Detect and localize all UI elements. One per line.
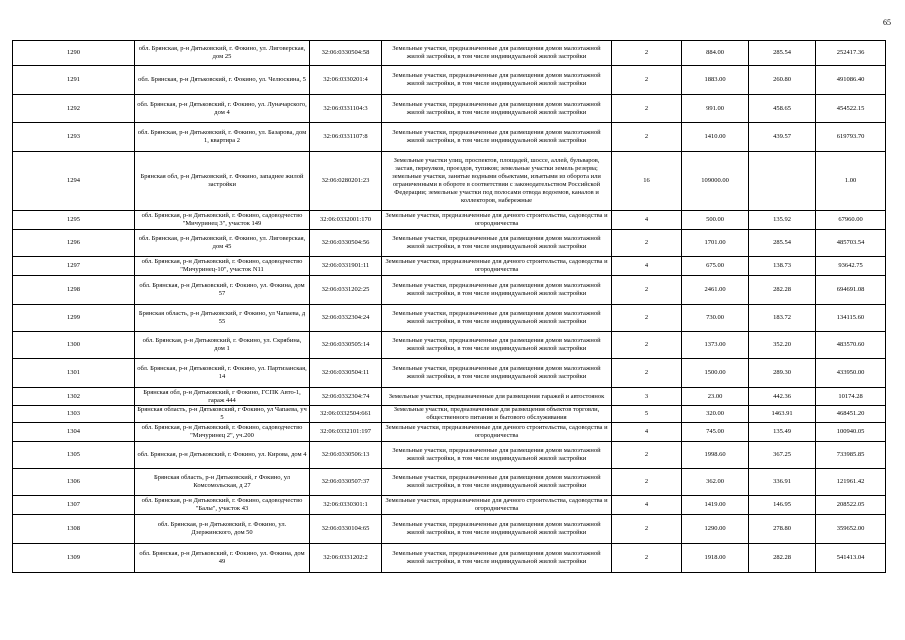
area-cell: 109000.00 xyxy=(682,152,749,211)
land-use-cell: Земельные участки, предназначенные для дачного строительства, садоводства и огородничества xyxy=(382,496,612,515)
cadastral-number-cell: 32:06:0331107:8 xyxy=(310,123,382,152)
row-number: 1294 xyxy=(13,152,135,211)
land-use-cell: Земельные участки, предназначенные для размещения домов малоэтажной жилой застройки, в том числе индивидуальной жилой застройки xyxy=(382,95,612,123)
rate-cell: 1463.91 xyxy=(749,406,816,423)
land-use-cell: Земельные участки, предназначенные для размещения домов малоэтажной жилой застройки, в том числе индивидуальной жилой застройки xyxy=(382,442,612,469)
address-cell: обл. Брянская, р-н Дятьковский, г. Фокино, садоводчество "Мичуринец 2", уч.200 xyxy=(135,423,310,442)
address-cell: обл. Брянская, р-н Дятьковский, г. Фокино, ул. Луначарского, дом 4 xyxy=(135,95,310,123)
row-number: 1309 xyxy=(13,544,135,573)
cadastral-number-cell: 32:06:0280201:23 xyxy=(310,152,382,211)
group-cell: 2 xyxy=(612,230,682,257)
cadastral-value-cell: 100940.05 xyxy=(816,423,886,442)
area-cell: 675.00 xyxy=(682,257,749,276)
land-use-cell: Земельные участки, предназначенные для размещения гаражей и автостоянок xyxy=(382,388,612,406)
cadastral-value-cell: 694691.08 xyxy=(816,276,886,305)
cadastral-number-cell: 32:06:0332001:170 xyxy=(310,211,382,230)
page-number: 65 xyxy=(883,18,891,27)
address-cell: Брянская область, р-н Дятьковский, г Фокино, ул Комсомольская, д 27 xyxy=(135,469,310,496)
land-use-cell: Земельные участки улиц, проспектов, площадей, шоссе, аллей, бульваров, застав, переулков, проездов, тупиков; земельные участки земель резерва; земельные участки, занятые водными объектами, изъятыми из оборота или ограниченными в обороте в соответствии с законодательством Российской Федерации; земельные участки под полосами отвода водоемов, каналов и коллекторов, набережные xyxy=(382,152,612,211)
address-cell: обл. Брянская, р-н Дятьковский, г. Фокино, ул. Скрябина, дом 1 xyxy=(135,332,310,359)
rate-cell: 183.72 xyxy=(749,305,816,332)
area-cell: 1701.00 xyxy=(682,230,749,257)
cadastral-value-cell: 208522.05 xyxy=(816,496,886,515)
table-row xyxy=(13,496,886,515)
land-use-cell: Земельные участки, предназначенные для размещения домов малоэтажной жилой застройки, в том числе индивидуальной жилой застройки xyxy=(382,469,612,496)
group-cell: 3 xyxy=(612,388,682,406)
cadastral-number-cell: 32:06:0331202:2 xyxy=(310,544,382,573)
row-number: 1301 xyxy=(13,359,135,388)
address-cell: обл. Брянская, р-н Дятьковский, г. Фокино, садоводчество "Мичуринец 3", участок 149 xyxy=(135,211,310,230)
rate-cell: 442.36 xyxy=(749,388,816,406)
cadastral-number-cell: 32:06:0332304:24 xyxy=(310,305,382,332)
table-row xyxy=(13,230,886,257)
row-number: 1291 xyxy=(13,66,135,95)
area-cell: 1410.00 xyxy=(682,123,749,152)
group-cell: 4 xyxy=(612,423,682,442)
cadastral-value-cell: 485703.54 xyxy=(816,230,886,257)
address-cell: обл. Брянская, р-н Дятьковский, г. Фокино, ул. Челюскина, 5 xyxy=(135,66,310,95)
group-cell: 5 xyxy=(612,406,682,423)
area-cell: 362.00 xyxy=(682,469,749,496)
table-row xyxy=(13,41,886,66)
area-cell: 500.00 xyxy=(682,211,749,230)
area-cell: 1918.00 xyxy=(682,544,749,573)
land-register-table xyxy=(12,40,886,573)
land-use-cell: Земельные участки, предназначенные для размещения домов малоэтажной жилой застройки, в том числе индивидуальной жилой застройки xyxy=(382,276,612,305)
table-row xyxy=(13,152,886,211)
area-cell: 2461.00 xyxy=(682,276,749,305)
rate-cell: 146.95 xyxy=(749,496,816,515)
cadastral-number-cell: 32:06:0330507:37 xyxy=(310,469,382,496)
group-cell: 2 xyxy=(612,123,682,152)
rate-cell: 135.49 xyxy=(749,423,816,442)
rate-cell: 278.80 xyxy=(749,515,816,544)
table-row xyxy=(13,442,886,469)
cadastral-number-cell: 32:06:0331202:25 xyxy=(310,276,382,305)
land-use-cell: Земельные участки, предназначенные для дачного строительства, садоводства и огородничества xyxy=(382,211,612,230)
rate-cell: 458.65 xyxy=(749,95,816,123)
cadastral-value-cell: 67960.00 xyxy=(816,211,886,230)
row-number: 1297 xyxy=(13,257,135,276)
land-use-cell: Земельные участки, предназначенные для размещения объектов торговли, общественного питания и бытового обслуживания xyxy=(382,406,612,423)
address-cell: Брянская область, р-н Дятьковский, г Фокино, ул Чапаева, уч 5 xyxy=(135,406,310,423)
group-cell: 4 xyxy=(612,257,682,276)
table-row xyxy=(13,211,886,230)
area-cell: 1290.00 xyxy=(682,515,749,544)
land-use-cell: Земельные участки, предназначенные для размещения домов малоэтажной жилой застройки, в том числе индивидуальной жилой застройки xyxy=(382,359,612,388)
cadastral-value-cell: 359652.00 xyxy=(816,515,886,544)
land-use-cell: Земельные участки, предназначенные для размещения домов малоэтажной жилой застройки, в том числе индивидуальной жилой застройки xyxy=(382,66,612,95)
area-cell: 730.00 xyxy=(682,305,749,332)
cadastral-number-cell: 32:06:0330506:13 xyxy=(310,442,382,469)
cadastral-value-cell: 252417.36 xyxy=(816,41,886,66)
group-cell: 2 xyxy=(612,332,682,359)
row-number: 1306 xyxy=(13,469,135,496)
cadastral-number-cell: 32:06:0330504:56 xyxy=(310,230,382,257)
group-cell: 2 xyxy=(612,66,682,95)
row-number: 1308 xyxy=(13,515,135,544)
cadastral-value-cell: 121961.42 xyxy=(816,469,886,496)
cadastral-number-cell: 32:06:0330505:14 xyxy=(310,332,382,359)
land-use-cell: Земельные участки, предназначенные для дачного строительства, садоводства и огородничества xyxy=(382,423,612,442)
address-cell: обл. Брянская, р-н Дятьковский, г. Фокино, ул. Фокина, дом 49 xyxy=(135,544,310,573)
row-number: 1303 xyxy=(13,406,135,423)
row-number: 1298 xyxy=(13,276,135,305)
cadastral-value-cell: 433950.00 xyxy=(816,359,886,388)
rate-cell: 282.28 xyxy=(749,276,816,305)
row-number: 1304 xyxy=(13,423,135,442)
cadastral-value-cell: 93642.75 xyxy=(816,257,886,276)
address-cell: обл. Брянская, р-н Дятьковский, г. Фокино, садоводчество "Мичуринец-10", участок N11 xyxy=(135,257,310,276)
table-row xyxy=(13,66,886,95)
rate-cell: 282.28 xyxy=(749,544,816,573)
cadastral-number-cell: 32:06:0330104:65 xyxy=(310,515,382,544)
rate-cell: 439.57 xyxy=(749,123,816,152)
area-cell: 1373.00 xyxy=(682,332,749,359)
table-row xyxy=(13,388,886,406)
rate-cell: 367.25 xyxy=(749,442,816,469)
land-use-cell: Земельные участки, предназначенные для размещения домов малоэтажной жилой застройки, в том числе индивидуальной жилой застройки xyxy=(382,123,612,152)
address-cell: обл. Брянская, р-н Дятьковский, г. Фокино, садоводчество "Балы", участок 43 xyxy=(135,496,310,515)
area-cell: 884.00 xyxy=(682,41,749,66)
group-cell: 4 xyxy=(612,211,682,230)
cadastral-number-cell: 32:06:0331901:11 xyxy=(310,257,382,276)
area-cell: 320.00 xyxy=(682,406,749,423)
group-cell: 4 xyxy=(612,496,682,515)
area-cell: 745.00 xyxy=(682,423,749,442)
land-use-cell: Земельные участки, предназначенные для размещения домов малоэтажной жилой застройки, в том числе индивидуальной жилой застройки xyxy=(382,305,612,332)
group-cell: 2 xyxy=(612,544,682,573)
row-number: 1299 xyxy=(13,305,135,332)
row-number: 1300 xyxy=(13,332,135,359)
address-cell: обл. Брянская, р-н Дятьковский, г. Фокино, ул. Фокина, дом 57 xyxy=(135,276,310,305)
group-cell: 2 xyxy=(612,359,682,388)
table-row xyxy=(13,123,886,152)
address-cell: обл. Брянская, р-н Дятьковский, г. Фокино, ул. Партизанская, 14 xyxy=(135,359,310,388)
address-cell: Брянская обл, р-н Дятьковский, г. Фокино, западнее жилой застройки xyxy=(135,152,310,211)
table-row xyxy=(13,95,886,123)
row-number: 1290 xyxy=(13,41,135,66)
table-row xyxy=(13,276,886,305)
table-row xyxy=(13,359,886,388)
table-row xyxy=(13,544,886,573)
table-row xyxy=(13,515,886,544)
cadastral-number-cell: 32:06:0331104:3 xyxy=(310,95,382,123)
rate-cell: 285.54 xyxy=(749,41,816,66)
land-use-cell: Земельные участки, предназначенные для размещения домов малоэтажной жилой застройки, в том числе индивидуальной жилой застройки xyxy=(382,230,612,257)
area-cell: 991.00 xyxy=(682,95,749,123)
rate-cell: 336.91 xyxy=(749,469,816,496)
rate-cell: 289.30 xyxy=(749,359,816,388)
group-cell: 16 xyxy=(612,152,682,211)
cadastral-number-cell: 32:06:0330504:58 xyxy=(310,41,382,66)
table-row xyxy=(13,257,886,276)
cadastral-value-cell: 10174.28 xyxy=(816,388,886,406)
cadastral-value-cell: 733985.85 xyxy=(816,442,886,469)
cadastral-number-cell: 32:06:0332504:661 xyxy=(310,406,382,423)
row-number: 1293 xyxy=(13,123,135,152)
address-cell: обл. Брянская, р-н Дятьковский, г. Фокино, ул. Лиговерская, дом 25 xyxy=(135,41,310,66)
cadastral-value-cell: 619793.70 xyxy=(816,123,886,152)
address-cell: обл. Брянская, р-н Дятьковский, г. Фокино, ул. Дзержинского, дом 50 xyxy=(135,515,310,544)
area-cell: 23.00 xyxy=(682,388,749,406)
area-cell: 1500.00 xyxy=(682,359,749,388)
rate-cell xyxy=(749,152,816,211)
cadastral-value-cell: 483570.60 xyxy=(816,332,886,359)
cadastral-number-cell: 32:06:0332304:74 xyxy=(310,388,382,406)
land-use-cell: Земельные участки, предназначенные для дачного строительства, садоводства и огородничества xyxy=(382,257,612,276)
cadastral-number-cell: 32:06:0332101:197 xyxy=(310,423,382,442)
group-cell: 2 xyxy=(612,41,682,66)
cadastral-value-cell: 1.00 xyxy=(816,152,886,211)
group-cell: 2 xyxy=(612,469,682,496)
area-cell: 1883.00 xyxy=(682,66,749,95)
address-cell: обл. Брянская, р-н Дятьковский, г. Фокино, ул. Лиговерская, дом 45 xyxy=(135,230,310,257)
row-number: 1295 xyxy=(13,211,135,230)
table-row xyxy=(13,469,886,496)
cadastral-number-cell: 32:06:0330201:4 xyxy=(310,66,382,95)
land-use-cell: Земельные участки, предназначенные для размещения домов малоэтажной жилой застройки, в том числе индивидуальной жилой застройки xyxy=(382,515,612,544)
group-cell: 2 xyxy=(612,442,682,469)
row-number: 1296 xyxy=(13,230,135,257)
table-row xyxy=(13,406,886,423)
row-number: 1302 xyxy=(13,388,135,406)
row-number: 1307 xyxy=(13,496,135,515)
rate-cell: 260.80 xyxy=(749,66,816,95)
land-use-cell: Земельные участки, предназначенные для размещения домов малоэтажной жилой застройки, в том числе индивидуальной жилой застройки xyxy=(382,41,612,66)
address-cell: Брянская область, р-н Дятьковский, г Фокино, ул Чапаева, д 55 xyxy=(135,305,310,332)
cadastral-value-cell: 491086.40 xyxy=(816,66,886,95)
address-cell: обл. Брянская, р-н Дятьковский, г. Фокино, ул. Базарова, дом 1, квартира 2 xyxy=(135,123,310,152)
rate-cell: 285.54 xyxy=(749,230,816,257)
rate-cell: 138.73 xyxy=(749,257,816,276)
group-cell: 2 xyxy=(612,276,682,305)
table-row xyxy=(13,305,886,332)
land-use-cell: Земельные участки, предназначенные для размещения домов малоэтажной жилой застройки, в том числе индивидуальной жилой застройки xyxy=(382,544,612,573)
cadastral-number-cell: 32:06:0330301:1 xyxy=(310,496,382,515)
cadastral-value-cell: 454522.15 xyxy=(816,95,886,123)
group-cell: 2 xyxy=(612,305,682,332)
cadastral-value-cell: 468451.20 xyxy=(816,406,886,423)
address-cell: обл. Брянская, р-н Дятьковский, г. Фокино, ул. Кирова, дом 4 xyxy=(135,442,310,469)
rate-cell: 352.20 xyxy=(749,332,816,359)
rate-cell: 135.92 xyxy=(749,211,816,230)
row-number: 1305 xyxy=(13,442,135,469)
row-number: 1292 xyxy=(13,95,135,123)
area-cell: 1419.00 xyxy=(682,496,749,515)
area-cell: 1998.60 xyxy=(682,442,749,469)
cadastral-value-cell: 134115.60 xyxy=(816,305,886,332)
address-cell: Брянская обл, р-н Дятьковский, г Фокино, ГСПК Авто-1, гараж 444 xyxy=(135,388,310,406)
table-row xyxy=(13,332,886,359)
land-use-cell: Земельные участки, предназначенные для размещения домов малоэтажной жилой застройки, в том числе индивидуальной жилой застройки xyxy=(382,332,612,359)
cadastral-value-cell: 541413.04 xyxy=(816,544,886,573)
group-cell: 2 xyxy=(612,95,682,123)
cadastral-number-cell: 32:06:0330504:11 xyxy=(310,359,382,388)
group-cell: 2 xyxy=(612,515,682,544)
table-row xyxy=(13,423,886,442)
